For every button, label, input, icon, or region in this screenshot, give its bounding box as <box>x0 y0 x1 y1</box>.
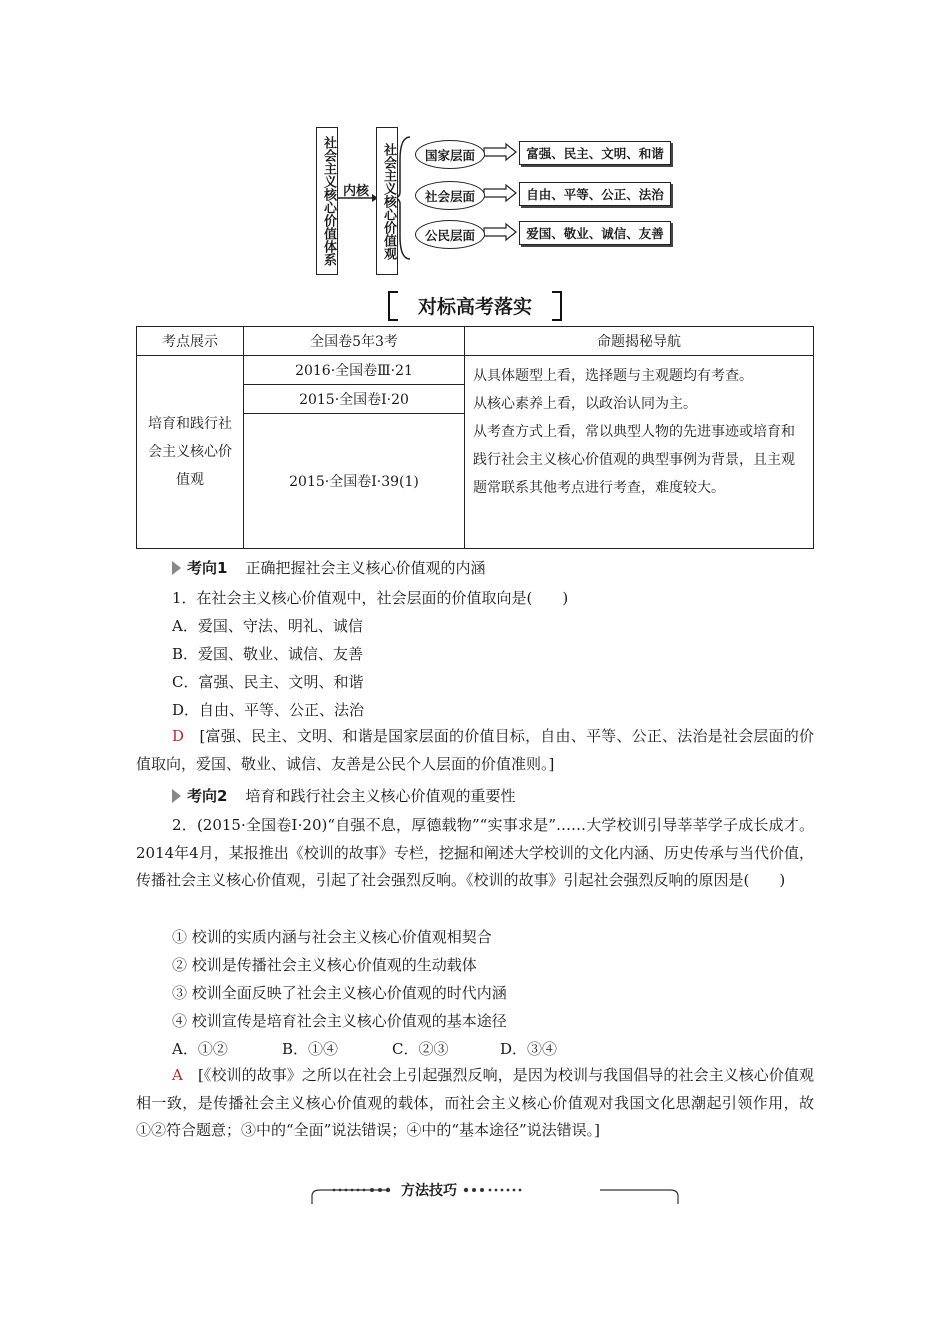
values-box: 社会主义核心价值观 <box>376 127 398 275</box>
option-a: A．爱国、守法、明礼、诚信 <box>172 617 363 635</box>
bracket-right <box>552 291 562 321</box>
option-b: B．①④ <box>282 1040 339 1058</box>
explanation-text: [富强、民主、文明、和谐是国家层面的价值目标，自由、平等、公正、法治是社会层面的价值取向，爱国、敬业、诚信、友善是公民个人层面的价值准则。] <box>136 727 814 773</box>
level-oval-citizen: 公民层面 <box>415 220 485 249</box>
triangle-marker-icon <box>172 789 181 803</box>
exam-cell: 2016·全国卷Ⅲ·21 <box>244 356 465 385</box>
nav-text: 从考查方式上看，常以典型人物的先进事迹或培育和践行社会主义核心价值观的典型事例为背景，且主观题常联系其他考点进行考查，难度较大。 <box>473 424 795 496</box>
statement-2: ② 校训是传播社会主义核心价值观的生动载体 <box>172 956 477 974</box>
direction-title: 正确把握社会主义核心价值观的内涵 <box>245 559 486 577</box>
answer-letter: D <box>172 727 185 745</box>
direction-heading-2 <box>172 785 515 806</box>
section-title: 对标高考落实 <box>417 295 532 318</box>
nav-text: 从核心素养上看，以政治认同为主。 <box>473 396 697 412</box>
option-b: B．爱国、敬业、诚信、友善 <box>172 645 364 663</box>
topic-text: 培育和践行社会主义核心价值观 <box>148 416 232 488</box>
exam-cell: 2015·全国卷Ⅰ·20 <box>244 385 465 414</box>
statement-3: ③ 校训全面反映了社会主义核心价值观的时代内涵 <box>172 984 507 1002</box>
table-row <box>137 356 814 385</box>
option-a: A．①② <box>172 1040 228 1058</box>
option-d: D．③④ <box>500 1040 558 1058</box>
direction-heading-1 <box>172 557 485 578</box>
table-header: 命题揭秘导航 <box>465 327 814 356</box>
option-d: D．自由、平等、公正、法治 <box>172 701 365 719</box>
exam-table <box>136 326 814 549</box>
option-c: C．富强、民主、文明、和谐 <box>172 673 364 691</box>
arrow-label: 内核 <box>343 184 370 199</box>
question-stem: 2．(2015·全国卷Ⅰ·20)“自强不息，厚德载物”“实事求是”……大学校训引导莘莘学子成长成才。2014年4月，某报推出《校训的故事》专栏，挖掘和阐述大学校训的文化内涵、历史传承与当代价值，传播社会主义核心价值观，引起了社会强烈反响。《校训的故事》引起社会强烈反响的原因是( ) <box>136 816 814 889</box>
nav-text: 从具体题型上看，选择题与主观题均有考查。 <box>473 368 753 384</box>
direction-label: 考向1 <box>187 559 228 577</box>
answer-explanation <box>136 1062 814 1145</box>
explanation-text: [《校训的故事》之所以在社会上引起强烈反响，是因为校训与我国倡导的社会主义核心价值观相一致，是传播社会主义核心价值观的载体，而社会主义核心价值观对我国文化思潮起引领作用，故①②符合题意；③中的“全面”说法错误；④中的“基本途径”说法错误。] <box>136 1066 814 1139</box>
method-banner-frame <box>310 1178 680 1206</box>
method-title: 方法技巧 <box>401 1183 457 1199</box>
level-content-national: 富强、民主、文明、和谐 <box>519 141 671 165</box>
level-content-citizen: 爱国、敬业、诚信、友善 <box>519 221 671 245</box>
topic-cell <box>137 356 244 549</box>
system-box: 社会主义核心价值体系 <box>316 127 338 275</box>
level-content-social: 自由、平等、公正、法治 <box>519 182 671 206</box>
section-banner <box>388 288 562 322</box>
direction-title: 培育和践行社会主义核心价值观的重要性 <box>245 787 516 805</box>
question-stem: 1．在社会主义核心价值观中，社会层面的价值取向是( ) <box>172 589 569 607</box>
answer-letter: A <box>172 1066 183 1084</box>
direction-label: 考向2 <box>187 787 228 805</box>
table-header: 全国卷5年3考 <box>244 327 465 356</box>
option-c: C．②③ <box>392 1040 449 1058</box>
nav-cell <box>465 356 814 549</box>
method-banner <box>310 1178 680 1206</box>
triangle-marker-icon <box>172 561 181 575</box>
exam-cell: 2015·全国卷Ⅰ·39(1) <box>244 414 465 549</box>
table-header: 考点展示 <box>137 327 244 356</box>
bracket-left <box>388 291 398 321</box>
level-oval-social: 社会层面 <box>415 181 485 210</box>
table-header-row <box>137 327 814 356</box>
statement-1: ① 校训的实质内涵与社会主义核心价值观相契合 <box>172 928 492 946</box>
answer-explanation <box>136 723 814 778</box>
level-oval-national: 国家层面 <box>415 140 485 169</box>
statement-4: ④ 校训宣传是培育社会主义核心价值观的基本途径 <box>172 1012 507 1030</box>
